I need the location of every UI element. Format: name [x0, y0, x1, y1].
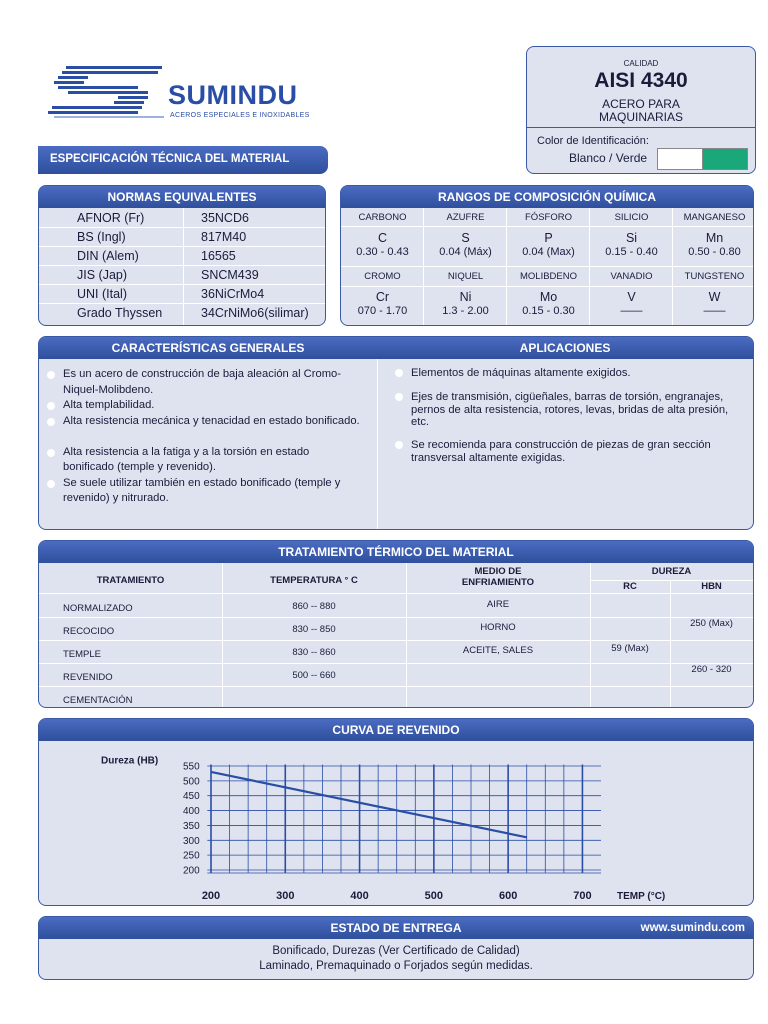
curva-revenido-chart: [39, 741, 751, 905]
normas-value: SNCM439: [201, 268, 259, 282]
bullet-icon: [47, 480, 55, 488]
spec-title: ESPECIFICACIÓN TÉCNICA DEL MATERIAL: [50, 153, 290, 165]
x-tick-label: 500: [424, 890, 444, 902]
spec-title-bar: [38, 146, 328, 174]
tratamiento-hbn: 260 - 320: [691, 664, 732, 675]
header-temperatura: TEMPERATURA ° C: [270, 575, 358, 586]
normas-panel: [38, 185, 326, 326]
bullet-icon: [395, 441, 403, 449]
normas-value: 16565: [201, 249, 236, 263]
y-tick-label: 350: [183, 820, 200, 832]
tratamiento-medio: HORNO: [480, 622, 516, 633]
color-id-label: Color de Identificación:: [537, 135, 649, 147]
bullet-icon: [47, 449, 55, 457]
caracteristica-item: Alta templabilidad.: [63, 399, 155, 411]
element-name: CROMO: [364, 271, 401, 282]
element-symbol: P: [544, 231, 553, 245]
element-name: SILICIO: [614, 212, 649, 223]
element-range: 0.15 - 0.30: [522, 305, 575, 317]
bullet-icon: [395, 369, 403, 377]
normas-col-divider: [183, 208, 184, 325]
bullet-icon: [395, 393, 403, 401]
header-medio-2: ENFRIAMIENTO: [461, 577, 535, 588]
tratamiento-name: RECOCIDO: [63, 626, 115, 637]
element-symbol: S: [461, 231, 470, 245]
tratamiento-temp: 830 -- 860: [292, 647, 336, 658]
entrega-url[interactable]: www.sumindu.com: [640, 922, 745, 934]
tratamiento-panel: [38, 540, 754, 708]
element-symbol: Cr: [375, 290, 390, 304]
tratamiento-temp: 860 -- 880: [292, 601, 336, 612]
brand-logo: [44, 62, 334, 124]
y-tick-label: 250: [183, 850, 200, 862]
quality-grade: AISI 4340: [594, 69, 688, 92]
normas-value: 817M40: [201, 230, 247, 244]
tratamiento-header: TRATAMIENTO TÉRMICO DEL MATERIAL: [39, 541, 753, 563]
tratamiento-name: TEMPLE: [63, 649, 102, 660]
x-tick-label: 400: [350, 890, 369, 902]
element-name: AZUFRE: [446, 212, 485, 223]
entrega-line-1: Bonificado, Durezas (Ver Certificado de Calidad): [272, 945, 520, 957]
normas-standard: JIS (Jap): [77, 268, 128, 282]
color-swatch-green: [702, 148, 748, 170]
entrega-title: ESTADO DE ENTREGA: [330, 921, 462, 935]
header-tratamiento: TRATAMIENTO: [96, 575, 165, 586]
element-symbol: V: [627, 290, 636, 304]
aplicaciones-title: APLICACIONES: [519, 341, 611, 355]
tratamiento-temp: 500 -- 660: [292, 670, 336, 681]
curva-header: CURVA DE REVENIDO: [39, 719, 753, 741]
x-tick-label: 300: [276, 890, 295, 902]
x-tick-label: 600: [498, 890, 518, 902]
brand-name: SUMINDU: [168, 80, 298, 110]
y-tick-label: 500: [183, 776, 200, 788]
quality-box: [526, 46, 756, 174]
entrega-panel: [38, 916, 754, 980]
tratamiento-name: REVENIDO: [63, 672, 113, 683]
element-range: 0.30 - 0.43: [356, 246, 409, 258]
sumindu-logo-icon: [44, 62, 164, 124]
element-range: 1.3 - 2.00: [442, 305, 489, 317]
composicion-body: [341, 208, 753, 325]
aplicacion-item: Ejes de transmisión, cigüeñales, barras de torsión, engranajes, pernos de alta resistencia, rotores, levas, bridas de alta presión, etc.: [411, 391, 729, 428]
y-axis-label: Dureza (HB): [101, 755, 159, 767]
caracteristicas-title: CARACTERÍSTICAS GENERALES: [111, 341, 305, 355]
normas-body: [39, 208, 325, 325]
element-range: 0.04 (Max): [522, 246, 575, 258]
tratamiento-hbn: 250 (Max): [690, 618, 733, 629]
element-symbol: Ni: [459, 290, 472, 304]
aplicacion-item: Se recomienda para construcción de piezas de gran sección transversal altamente exigidas.: [411, 439, 711, 464]
color-id-value: Blanco / Verde: [569, 151, 648, 165]
element-name: FÓSFORO: [525, 212, 572, 223]
header-dureza: DUREZA: [651, 566, 692, 577]
quality-label: CALIDAD: [623, 59, 659, 68]
x-axis-label: TEMP (°C): [617, 891, 666, 902]
x-tick-label: 700: [573, 890, 592, 902]
tratamiento-rc: 59 (Max): [611, 643, 649, 654]
bullet-icon: [47, 402, 55, 410]
caracteristica-item: Se suele utilizar también en estado bonificado (temple y revenido) y nitrurado.: [63, 476, 341, 504]
normas-header: NORMAS EQUIVALENTES: [39, 186, 325, 208]
header-hbn: HBN: [701, 581, 722, 592]
tratamiento-body: [39, 563, 753, 707]
normas-standard: Grado Thyssen: [77, 306, 163, 320]
tratamiento-temp: 830 -- 850: [292, 624, 336, 635]
element-name: MANGANESO: [683, 212, 746, 223]
element-symbol: C: [377, 231, 388, 245]
header-medio-1: MEDIO DE: [474, 566, 522, 577]
tratamiento-medio: AIRE: [486, 599, 510, 610]
element-name: NIQUEL: [447, 271, 484, 282]
x-tick-label: 200: [201, 890, 221, 902]
element-range: ——: [620, 305, 643, 317]
series-line: [211, 772, 527, 837]
color-swatch-white: [657, 148, 703, 170]
normas-standard: AFNOR (Fr): [77, 211, 145, 225]
element-name: VANADIO: [610, 271, 653, 282]
element-name: CARBONO: [358, 212, 407, 223]
element-range: ——: [703, 305, 726, 317]
element-symbol: W: [708, 290, 721, 304]
composicion-panel: [340, 185, 754, 326]
aplicacion-item: Elementos de máquinas altamente exigidos.: [411, 367, 631, 379]
caracteristica-item: Alta resistencia mecánica y tenacidad en estado bonificado.: [63, 414, 360, 427]
bullet-icon: [47, 371, 55, 379]
element-symbol: Si: [625, 231, 638, 245]
brand-tagline: ACEROS ESPECIALES E INOXIDABLES: [170, 112, 310, 119]
tratamiento-name: NORMALIZADO: [63, 603, 133, 614]
element-name: MOLIBDENO: [519, 271, 577, 282]
composicion-header: RANGOS DE COMPOSICIÓN QUÍMICA: [341, 186, 753, 208]
y-tick-label: 400: [183, 806, 200, 818]
tratamiento-medio: ACEITE, SALES: [462, 645, 534, 656]
caracteristica-item: Alta resistencia a la fatiga y a la torsión en estado bonificado (temple y revenido).: [63, 445, 310, 473]
quality-divider: [527, 127, 755, 128]
tratamiento-name: CEMENTACIÓN: [63, 695, 133, 706]
element-range: 0.50 - 0.80: [688, 246, 741, 258]
header-rc: RC: [623, 581, 637, 592]
element-range: 0.15 - 0.40: [605, 246, 658, 258]
element-range: 070 - 1.70: [357, 305, 408, 317]
y-tick-label: 450: [183, 791, 200, 803]
normas-value: 36NiCrMo4: [201, 287, 265, 301]
caracteristicas-header: [39, 337, 377, 359]
entrega-line-2: Laminado, Premaquinado o Forjados según medidas.: [259, 960, 533, 972]
element-name: TUNGSTENO: [684, 271, 745, 282]
aplicaciones-header: [377, 337, 753, 359]
normas-value: 34CrNiMo6(silimar): [201, 306, 309, 320]
y-tick-label: 300: [183, 835, 200, 847]
element-range: 0.04 (Máx): [439, 246, 492, 258]
normas-value: 35NCD6: [201, 211, 249, 225]
normas-standard: UNI (Ital): [77, 287, 127, 301]
normas-standard: BS (Ingl): [77, 230, 126, 244]
caracteristica-item: Es un acero de construcción de baja aleación al Cromo-Niquel-Molibdeno.: [63, 368, 341, 396]
curva-panel: [38, 718, 754, 906]
normas-standard: DIN (Alem): [77, 249, 139, 263]
caracteristicas-aplicaciones-panel: [38, 336, 754, 530]
y-tick-label: 200: [183, 865, 200, 877]
y-tick-label: 550: [183, 761, 200, 773]
bullet-icon: [47, 418, 55, 426]
caract-apl-divider: [377, 359, 378, 529]
quality-desc-line2: MAQUINARIAS: [598, 110, 683, 124]
quality-desc-line1: ACERO PARA: [602, 97, 680, 111]
element-symbol: Mo: [539, 290, 558, 304]
element-symbol: Mn: [705, 231, 724, 245]
